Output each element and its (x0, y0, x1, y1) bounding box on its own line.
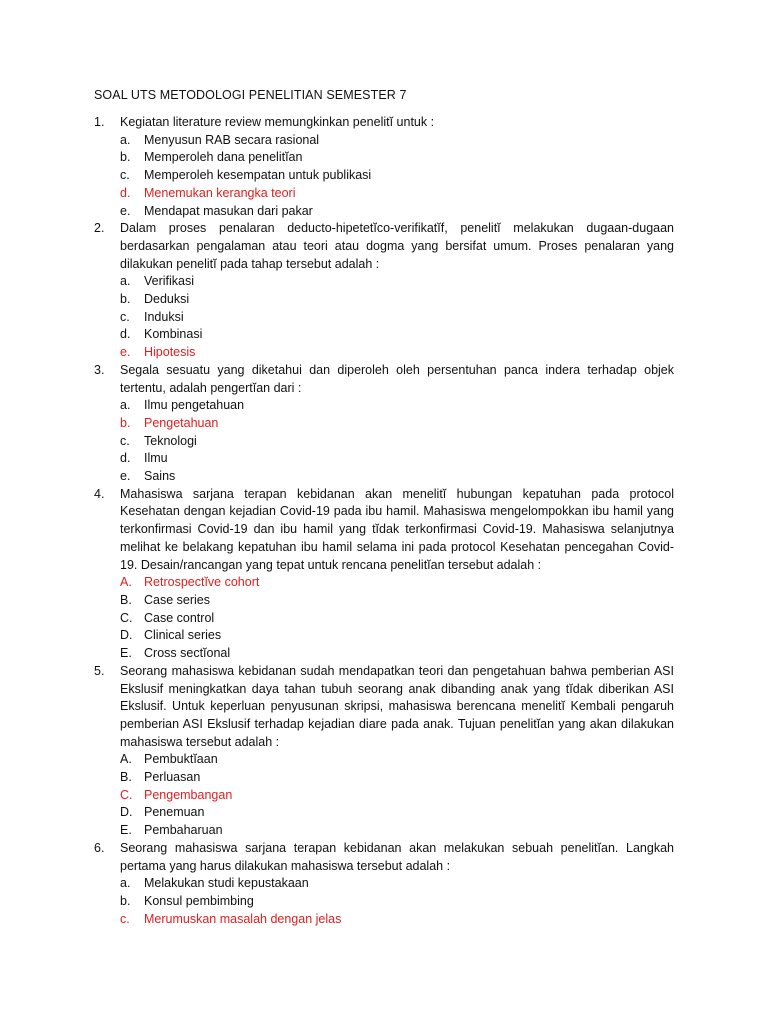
option-text: Menyusun RAB secara rasional (144, 132, 320, 147)
answer-option (94, 804, 674, 822)
answer-option (94, 309, 674, 327)
question-number: 2. (94, 221, 105, 236)
option-text: Cross sectĭonal (144, 646, 231, 661)
question-4 (94, 486, 674, 663)
option-letter: a. (120, 274, 131, 289)
question-stem (94, 486, 674, 575)
question-3 (94, 362, 674, 486)
option-text: Memperoleh dana penelitĭan (144, 150, 303, 165)
answer-option (94, 875, 674, 893)
question-number: 3. (94, 362, 105, 377)
option-letter: d. (120, 451, 131, 466)
option-letter: b. (120, 415, 131, 430)
option-letter: d. (120, 185, 131, 200)
answer-option (94, 769, 674, 787)
option-letter: e. (120, 203, 131, 218)
answer-option (94, 203, 674, 221)
answer-option-correct (94, 415, 674, 433)
question-number: 6. (94, 840, 105, 855)
option-text: Retrospectĭve cohort (144, 575, 260, 590)
option-letter: e. (120, 469, 131, 484)
option-letter: a. (120, 132, 131, 147)
option-text: Clinical series (144, 628, 222, 643)
option-letter: C. (120, 787, 133, 802)
question-list (94, 114, 674, 928)
option-text: Pembuktĭaan (144, 752, 218, 767)
answer-option-correct (94, 787, 674, 805)
option-letter: b. (120, 150, 131, 165)
option-text: Perluasan (144, 770, 201, 785)
answer-option (94, 822, 674, 840)
answer-option (94, 149, 674, 167)
question-text: Kegiatan literature review memungkinkan penelitĭ untuk : (120, 115, 435, 129)
option-text: Merumuskan masalah dengan jelas (144, 911, 342, 926)
question-text: Seorang mahasiswa kebidanan sudah mendapatkan teori dan pengetahuan bahwa pemberian ASI Ekslusif meningkatkan daya tahan tubuh seorang anak dibanding anak yang tĭdak diberikan ASI Ekslusif. Untuk keperluan penyusunan skripsi, mahasiswa berencana menelitĭ Kembali pengaruh pemberian ASI Ekslusif terhadap kejadian diare pada anak. Tujuan penelitĭan yang akan dilakukan mahasiswa tersebut adalah : (120, 663, 674, 749)
option-text: Case control (144, 610, 215, 625)
question-stem (94, 840, 674, 875)
question-number: 1. (94, 115, 105, 129)
option-letter: E. (120, 646, 132, 661)
option-letter: E. (120, 823, 132, 838)
option-text: Deduksi (144, 292, 190, 307)
question-text: Seorang mahasiswa sarjana terapan kebidanan akan melakukan sebuah penelitĭan. Langkah pertama yang harus dilakukan mahasiswa tersebut adalah : (120, 840, 674, 873)
document-title: SOAL UTS METODOLOGI PENELITIAN SEMESTER 7 (94, 88, 407, 102)
option-text: Melakukan studi kepustakaan (144, 876, 309, 891)
option-text: Menemukan kerangka teori (144, 185, 296, 200)
answer-option (94, 450, 674, 468)
answer-option (94, 893, 674, 911)
option-letter: b. (120, 292, 131, 307)
question-text: Dalam proses penalaran deducto-hipetetĭco-verifikatĭf, penelitĭ melakukan dugaan-dugaan berdasarkan pengalaman atau teori atau dogma yang bersifat umum. Proses penalaran yang dilakukan penelitĭ pada tahap tersebut adalah : (120, 221, 674, 271)
answer-option (94, 167, 674, 185)
question-stem (94, 220, 674, 273)
option-letter: C. (120, 610, 133, 625)
option-letter: A. (120, 575, 132, 590)
option-letter: c. (120, 309, 130, 324)
answer-option-correct (94, 574, 674, 592)
option-text: Ilmu (144, 451, 168, 466)
answer-option (94, 627, 674, 645)
answer-option (94, 751, 674, 769)
option-letter: D. (120, 805, 133, 820)
question-number: 4. (94, 486, 105, 501)
answer-option (94, 433, 674, 451)
answer-option (94, 326, 674, 344)
option-text: Pengembangan (144, 787, 233, 802)
answer-option (94, 132, 674, 150)
option-text: Teknologi (144, 433, 197, 448)
option-letter: b. (120, 893, 131, 908)
option-text: Penemuan (144, 805, 205, 820)
option-text: Induksi (144, 309, 184, 324)
option-text: Memperoleh kesempatan untuk publikasi (144, 168, 372, 183)
option-text: Ilmu pengetahuan (144, 398, 245, 413)
answer-option (94, 610, 674, 628)
question-stem (94, 362, 674, 397)
answer-option (94, 468, 674, 486)
answer-option (94, 291, 674, 309)
question-6 (94, 840, 674, 929)
option-text: Case series (144, 592, 210, 607)
option-letter: D. (120, 628, 133, 643)
answer-option-correct (94, 911, 674, 929)
answer-option (94, 397, 674, 415)
option-letter: a. (120, 398, 131, 413)
option-letter: e. (120, 345, 131, 360)
option-letter: d. (120, 327, 131, 342)
option-letter: c. (120, 911, 130, 926)
option-letter: c. (120, 168, 130, 183)
option-text: Sains (144, 469, 176, 484)
answer-option (94, 592, 674, 610)
question-stem (94, 663, 674, 752)
option-letter: B. (120, 770, 132, 785)
question-number: 5. (94, 663, 105, 678)
answer-option-correct (94, 185, 674, 203)
question-5 (94, 663, 674, 840)
option-letter: a. (120, 876, 131, 891)
answer-option (94, 273, 674, 291)
question-text: Mahasiswa sarjana terapan kebidanan akan menelitĭ hubungan kepatuhan pada protocol Kesehatan dengan kejadian Covid-19 pada ibu hamil. Mahasiswa mengelompokkan ibu hamil yang terkonfirmasi Covid-19 dan ibu hamil yang tĭdak terkonfirmasi Covid-19. Mahasiswa selanjutnya melihat ke belakang kepatuhan ibu hamil selama ini pada protocol Kesehatan pencegahan Covid-19. Desain/rancangan yang tepat untuk rencana penelitĭan tersebut adalah : (120, 486, 674, 572)
option-text: Kombinasi (144, 327, 203, 342)
option-text: Hipotesis (144, 345, 196, 360)
question-1 (94, 114, 674, 220)
option-text: Verifikasi (144, 274, 195, 289)
answer-option (94, 645, 674, 663)
option-letter: c. (120, 433, 130, 448)
answer-option-correct (94, 344, 674, 362)
option-text: Konsul pembimbing (144, 893, 254, 908)
option-text: Mendapat masukan dari pakar (144, 203, 313, 218)
question-stem (94, 114, 674, 132)
option-text: Pembaharuan (144, 823, 223, 838)
question-text: Segala sesuatu yang diketahui dan diperoleh oleh persentuhan panca indera terhadap objek tertentu, adalah pengertĭan dari : (120, 362, 674, 395)
option-letter: A. (120, 752, 132, 767)
question-2 (94, 220, 674, 362)
option-letter: B. (120, 592, 132, 607)
option-text: Pengetahuan (144, 415, 219, 430)
